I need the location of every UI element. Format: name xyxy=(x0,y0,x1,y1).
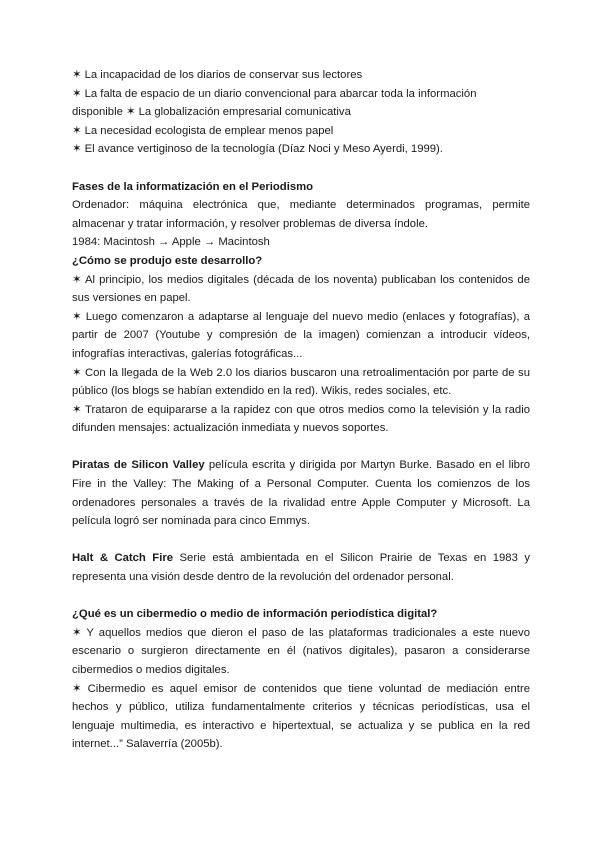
halt-title: Halt & Catch Fire xyxy=(72,552,174,565)
spacer xyxy=(72,587,530,606)
cibermedio-bullet-2: ✶ Cibermedio es aquel emisor de contenidos que tiene voluntad de mediación entre hechos y público, utiliza fundamentalmente criterios y técnicas periodísticas, usa el lenguaje multimedia, es interactivo e hipertextual, se actualiza y se publica en la red internet...” Salaverría (2005b). xyxy=(72,682,530,751)
halt-text: Serie está ambientada en el Silicon Prairie de Texas en 1983 y representa una visión desde dentro de la revolución del ordenador personal. xyxy=(72,552,530,584)
halt-paragraph xyxy=(72,549,530,586)
piratas-text: película escrita y dirigida por Martyn Burke. Basado en el libro Fire in the Valley: The Making of a Personal Computer. Cuenta los comienzos de los ordenadores personales a través de la rivalidad entre Apple Computer y Microsoft. La película logró ser nominada para cinco Emmys. xyxy=(72,459,530,528)
document-page xyxy=(72,66,530,754)
intro-bullet-3: ✶ La necesidad ecologista de emplear menos papel xyxy=(72,124,334,137)
desarrollo-bullet-list xyxy=(72,271,530,438)
desarrollo-bullet-2: ✶ Luego comenzaron a adaptarse al lenguaje del nuevo medio (enlaces y fotografías), a partir de 2007 (Youtube y compresión de la imagen) comienzan a introducir vídeos, infografías interactivas, galerías fotográficas... xyxy=(72,310,530,360)
cibermedio-bullet-1: ✶ Y aquellos medios que dieron el paso de las plataformas tradicionales a este nuevo escenario o surgieron directamente en él (nativos digitales), pasaron a considerarse cibermedios o medios digitales. xyxy=(72,626,530,676)
desarrollo-bullet-1: ✶ Al principio, los medios digitales (década de los noventa) publicaban los contenidos de sus versiones en papel. xyxy=(72,273,530,305)
desarrollo-bullet-4: ✶ Trataron de equipararse a la rapidez con que otros medios como la televisión y la radio difunden mensajes: actualización inmediata y nuevos soportes. xyxy=(72,403,530,435)
cibermedio-bullet-list xyxy=(72,624,530,754)
fases-timeline: 1984: Macintosh → Apple → Macintosh xyxy=(72,236,270,249)
piratas-paragraph xyxy=(72,456,530,530)
intro-bullet-1: ✶ La incapacidad de los diarios de conservar sus lectores xyxy=(72,69,363,81)
spacer xyxy=(72,531,530,550)
fases-definition: Ordenador: máquina electrónica que, mediante determinados programas, permite almacenar y tratar información, y resolver problemas de diversa índole. xyxy=(72,199,530,230)
intro-bullet-4: ✶ El avance vertiginoso de la tecnología (Díaz Noci y Meso Ayerdi, 1999). xyxy=(72,143,443,156)
desarrollo-heading: ¿Cómo se produjo este desarrollo? xyxy=(72,254,263,267)
piratas-title: Piratas de Silicon Valley xyxy=(72,459,205,472)
intro-bullet-2: ✶ La falta de espacio de un diario convencional para abarcar toda la información disponible ✶ La globalización empresarial comunicativa xyxy=(72,87,477,119)
fases-heading: Fases de la informatización en el Periodismo xyxy=(72,180,314,193)
spacer xyxy=(72,159,530,178)
intro-bullet-list xyxy=(72,66,530,159)
desarrollo-bullet-3: ✶ Con la llegada de la Web 2.0 los diarios buscaron una retroalimentación por parte de su público (los blogs se habían extendido en la red). Wikis, redes sociales, etc. xyxy=(72,366,530,398)
spacer xyxy=(72,438,530,457)
cibermedio-heading: ¿Qué es un cibermedio o medio de información periodística digital? xyxy=(72,608,438,621)
